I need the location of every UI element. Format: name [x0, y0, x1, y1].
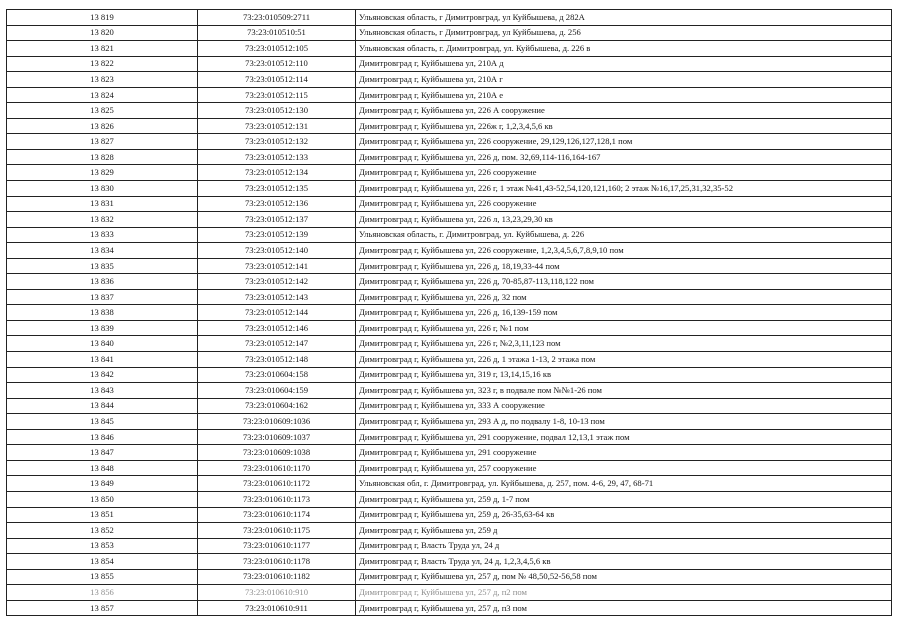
table-row	[7, 196, 892, 212]
table-row	[7, 336, 892, 352]
table-row	[7, 212, 892, 228]
address: Димитровград г, Куйбышева ул, 257 сооружение	[356, 460, 892, 476]
cadastral-number: 73:23:010609:1038	[198, 445, 356, 461]
cadastral-number: 73:23:010610:910	[198, 585, 356, 601]
address: Димитровград г, Куйбышева ул, 210А д	[356, 56, 892, 72]
row-number: 13 850	[7, 491, 198, 507]
row-number: 13 832	[7, 212, 198, 228]
address: Димитровград г, Куйбышева ул, 226 г, №1 пом	[356, 320, 892, 336]
table-row	[7, 320, 892, 336]
cadastral-number: 73:23:010512:130	[198, 103, 356, 119]
cadastral-number: 73:23:010509:2711	[198, 10, 356, 26]
address: Димитровград г, Куйбышева ул, 226 л, 13,23,29,30 кв	[356, 212, 892, 228]
row-number: 13 825	[7, 103, 198, 119]
cadastral-number: 73:23:010610:1182	[198, 569, 356, 585]
table-row	[7, 491, 892, 507]
table-row	[7, 56, 892, 72]
cadastral-number: 73:23:010610:1174	[198, 507, 356, 523]
cadastral-number: 73:23:010512:137	[198, 212, 356, 228]
row-number: 13 839	[7, 320, 198, 336]
row-number: 13 841	[7, 352, 198, 368]
table-row	[7, 118, 892, 134]
cadastral-number: 73:23:010609:1037	[198, 429, 356, 445]
row-number: 13 820	[7, 25, 198, 41]
cadastral-number: 73:23:010610:1175	[198, 523, 356, 539]
address: Димитровград г, Куйбышева ул, 226 д, 70-85,87-113,118,122 пом	[356, 274, 892, 290]
table-row	[7, 445, 892, 461]
row-number: 13 824	[7, 87, 198, 103]
table-row	[7, 476, 892, 492]
table-row	[7, 305, 892, 321]
cadastral-number: 73:23:010610:911	[198, 600, 356, 616]
address: Димитровград г, Куйбышева ул, 226 д, 18,19,33-44 пом	[356, 258, 892, 274]
address: Димитровград г, Куйбышева ул, 293 А д, по подвалу 1-8, 10-13 пом	[356, 414, 892, 430]
table-row	[7, 72, 892, 88]
cadastral-table-body	[7, 10, 892, 616]
table-row	[7, 460, 892, 476]
address: Димитровград г, Куйбышева ул, 259 д, 26-35,63-64 кв	[356, 507, 892, 523]
address: Ульяновская область, г Димитровград, ул Куйбышева, д. 256	[356, 25, 892, 41]
address: Ульяновская область, г. Димитровград, ул. Куйбышева, д. 226 в	[356, 41, 892, 57]
row-number: 13 834	[7, 243, 198, 259]
cadastral-number: 73:23:010512:131	[198, 118, 356, 134]
row-number: 13 842	[7, 367, 198, 383]
table-row	[7, 103, 892, 119]
address: Димитровград г, Куйбышева ул, 257 д, п2 пом	[356, 585, 892, 601]
cadastral-number: 73:23:010609:1036	[198, 414, 356, 430]
address: Димитровград г, Куйбышева ул, 226ж г, 1,2,3,4,5,6 кв	[356, 118, 892, 134]
cadastral-number: 73:23:010512:142	[198, 274, 356, 290]
table-row	[7, 274, 892, 290]
address: Димитровград г, Куйбышева ул, 291 сооружение	[356, 445, 892, 461]
row-number: 13 838	[7, 305, 198, 321]
table-row	[7, 538, 892, 554]
cadastral-number: 73:23:010512:132	[198, 134, 356, 150]
table-row	[7, 181, 892, 197]
cadastral-number: 73:23:010610:1178	[198, 554, 356, 570]
row-number: 13 848	[7, 460, 198, 476]
address: Димитровград г, Куйбышева ул, 226 г, 1 этаж №41,43-52,54,120,121,160; 2 этаж №16,17,25,31,32,35-52	[356, 181, 892, 197]
table-row	[7, 367, 892, 383]
table-row	[7, 41, 892, 57]
address: Димитровград г, Куйбышева ул, 210А е	[356, 87, 892, 103]
address: Димитровград г, Власть Труда ул, 24 д, 1,2,3,4,5,6 кв	[356, 554, 892, 570]
cadastral-number: 73:23:010512:133	[198, 149, 356, 165]
row-number: 13 819	[7, 10, 198, 26]
row-number: 13 821	[7, 41, 198, 57]
cadastral-number: 73:23:010512:139	[198, 227, 356, 243]
row-number: 13 853	[7, 538, 198, 554]
address: Димитровград г, Куйбышева ул, 323 г, в подвале пом №№1-26 пом	[356, 383, 892, 399]
cadastral-number: 73:23:010512:143	[198, 289, 356, 305]
address: Димитровград г, Куйбышева ул, 291 сооружение, подвал 12,13,1 этаж пом	[356, 429, 892, 445]
row-number: 13 854	[7, 554, 198, 570]
cadastral-number: 73:23:010512:134	[198, 165, 356, 181]
cadastral-number: 73:23:010512:135	[198, 181, 356, 197]
table-row	[7, 25, 892, 41]
table-row	[7, 398, 892, 414]
address: Димитровград г, Куйбышева ул, 319 г, 13,14,15,16 кв	[356, 367, 892, 383]
cadastral-number: 73:23:010512:144	[198, 305, 356, 321]
cadastral-number: 73:23:010512:115	[198, 87, 356, 103]
row-number: 13 823	[7, 72, 198, 88]
address: Ульяновская область, г. Димитровград, ул. Куйбышева, д. 226	[356, 227, 892, 243]
cadastral-number: 73:23:010604:158	[198, 367, 356, 383]
row-number: 13 833	[7, 227, 198, 243]
address: Димитровград г, Куйбышева ул, 257 д, п3 пом	[356, 600, 892, 616]
row-number: 13 827	[7, 134, 198, 150]
table-row	[7, 258, 892, 274]
table-row	[7, 507, 892, 523]
row-number: 13 849	[7, 476, 198, 492]
table-row	[7, 165, 892, 181]
cadastral-number: 73:23:010510:51	[198, 25, 356, 41]
address: Димитровград г, Куйбышева ул, 226 сооружение, 1,2,3,4,5,6,7,8,9,10 пом	[356, 243, 892, 259]
address: Димитровград г, Куйбышева ул, 226 д, 16,139-159 пом	[356, 305, 892, 321]
cadastral-number: 73:23:010512:140	[198, 243, 356, 259]
cadastral-number: 73:23:010610:1177	[198, 538, 356, 554]
row-number: 13 830	[7, 181, 198, 197]
address: Ульяновская область, г Димитровград, ул Куйбышева, д 282А	[356, 10, 892, 26]
row-number: 13 855	[7, 569, 198, 585]
address: Димитровград г, Куйбышева ул, 257 д, пом № 48,50,52-56,58 пом	[356, 569, 892, 585]
row-number: 13 845	[7, 414, 198, 430]
row-number: 13 844	[7, 398, 198, 414]
row-number: 13 837	[7, 289, 198, 305]
address: Димитровград г, Куйбышева ул, 226 сооружение, 29,129,126,127,128,1 пом	[356, 134, 892, 150]
table-row	[7, 414, 892, 430]
row-number: 13 843	[7, 383, 198, 399]
row-number: 13 829	[7, 165, 198, 181]
row-number: 13 822	[7, 56, 198, 72]
cadastral-number: 73:23:010512:136	[198, 196, 356, 212]
row-number: 13 846	[7, 429, 198, 445]
cadastral-number: 73:23:010512:148	[198, 352, 356, 368]
table-row	[7, 289, 892, 305]
row-number: 13 857	[7, 600, 198, 616]
table-row	[7, 227, 892, 243]
cadastral-number: 73:23:010604:162	[198, 398, 356, 414]
cadastral-number: 73:23:010610:1170	[198, 460, 356, 476]
row-number: 13 828	[7, 149, 198, 165]
table-row	[7, 569, 892, 585]
row-number: 13 835	[7, 258, 198, 274]
table-row	[7, 10, 892, 26]
row-number: 13 851	[7, 507, 198, 523]
address: Димитровград г, Куйбышева ул, 226 А сооружение	[356, 103, 892, 119]
address: Димитровград г, Куйбышева ул, 259 д	[356, 523, 892, 539]
table-row	[7, 134, 892, 150]
address: Димитровград г, Куйбышева ул, 226 д, пом. 32,69,114-116,164-167	[356, 149, 892, 165]
table-row	[7, 429, 892, 445]
row-number: 13 836	[7, 274, 198, 290]
cadastral-number: 73:23:010610:1172	[198, 476, 356, 492]
address: Димитровград г, Куйбышева ул, 226 д, 32 пом	[356, 289, 892, 305]
cadastral-number: 73:23:010512:146	[198, 320, 356, 336]
address: Димитровград г, Куйбышева ул, 226 сооружение	[356, 165, 892, 181]
address: Димитровград г, Власть Труда ул, 24 д	[356, 538, 892, 554]
row-number: 13 826	[7, 118, 198, 134]
cadastral-number: 73:23:010512:110	[198, 56, 356, 72]
table-row	[7, 87, 892, 103]
table-row	[7, 554, 892, 570]
cadastral-number: 73:23:010512:105	[198, 41, 356, 57]
address: Димитровград г, Куйбышева ул, 226 г, №2,3,11,123 пом	[356, 336, 892, 352]
cadastral-number: 73:23:010512:114	[198, 72, 356, 88]
address: Димитровград г, Куйбышева ул, 210А г	[356, 72, 892, 88]
row-number: 13 831	[7, 196, 198, 212]
table-row	[7, 352, 892, 368]
cadastral-number: 73:23:010512:141	[198, 258, 356, 274]
table-row	[7, 600, 892, 616]
cadastral-table	[6, 9, 892, 616]
cadastral-number: 73:23:010604:159	[198, 383, 356, 399]
address: Димитровград г, Куйбышева ул, 226 д, 1 этажа 1-13, 2 этажа пом	[356, 352, 892, 368]
row-number: 13 840	[7, 336, 198, 352]
table-row	[7, 383, 892, 399]
table-row	[7, 585, 892, 601]
address: Ульяновская обл, г. Димитровград, ул. Куйбышева, д. 257, пом. 4-6, 29, 47, 68-71	[356, 476, 892, 492]
cadastral-number: 73:23:010610:1173	[198, 491, 356, 507]
row-number: 13 852	[7, 523, 198, 539]
address: Димитровград г, Куйбышева ул, 259 д, 1-7 пом	[356, 491, 892, 507]
address: Димитровград г, Куйбышева ул, 333 А сооружение	[356, 398, 892, 414]
cadastral-number: 73:23:010512:147	[198, 336, 356, 352]
table-row	[7, 149, 892, 165]
row-number: 13 856	[7, 585, 198, 601]
table-row	[7, 243, 892, 259]
row-number: 13 847	[7, 445, 198, 461]
address: Димитровград г, Куйбышева ул, 226 сооружение	[356, 196, 892, 212]
table-row	[7, 523, 892, 539]
